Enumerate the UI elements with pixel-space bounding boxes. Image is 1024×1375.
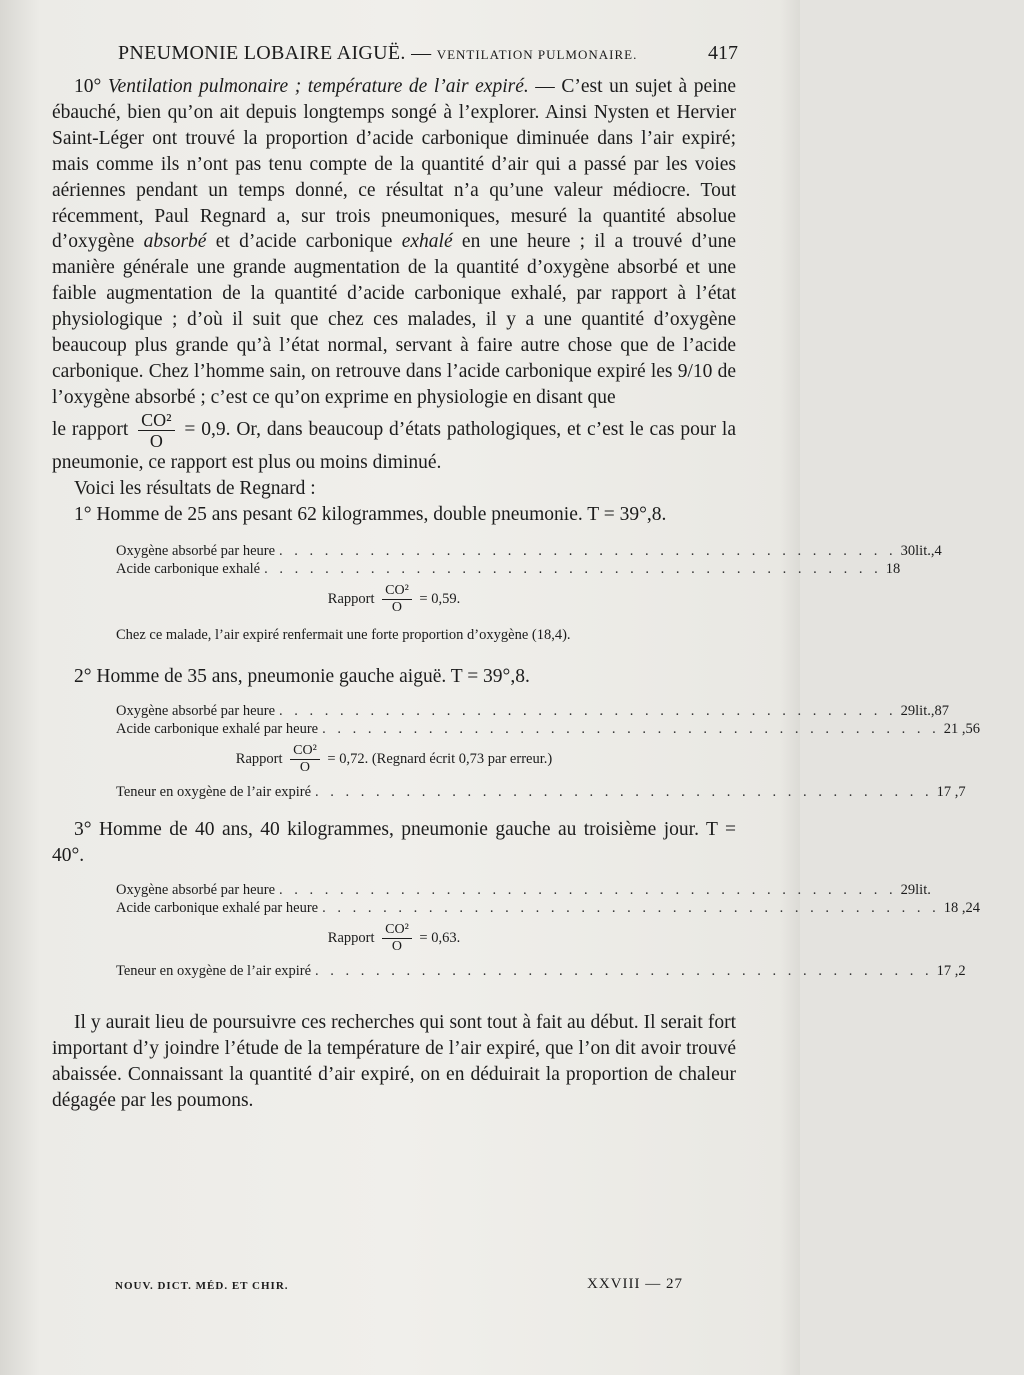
ratio-label: Rapport bbox=[327, 929, 375, 946]
running-title-text: PNEUMONIE LOBAIRE AIGUË. bbox=[118, 42, 406, 64]
row-value: 21 ,56 bbox=[943, 721, 980, 738]
results-intro: Voici les résultats de Regnard : bbox=[74, 477, 316, 499]
header-separator: — bbox=[411, 42, 432, 64]
ratio-suffix: = 0,9. Or, dans beaucoup d’états pathologiques, et c’est le cas pour la pneumonie, ce rapport est plus ou moins diminué. bbox=[52, 418, 736, 473]
row-label: Acide carbonique exhalé par heure bbox=[116, 721, 319, 738]
footer-signature: XXVIII — 27 bbox=[587, 1276, 683, 1292]
section-title: VENTILATION PULMONAIRE. bbox=[436, 47, 638, 62]
running-title bbox=[118, 42, 637, 65]
row-label: Acide carbonique exhalé bbox=[116, 560, 261, 577]
table-row bbox=[116, 899, 980, 917]
row-label: Oxygène absorbé par heure bbox=[116, 882, 276, 899]
ratio-label: Rapport bbox=[327, 590, 375, 607]
leader-dots: . . . . . . . . . . . . . . . . . . . . . . . . . . . . . . . . . . . . . . . . . bbox=[279, 882, 897, 899]
leader-dots: . . . . . . . . . . . . . . . . . . . . . . . . . . . . . . . . . . . . . . . . . bbox=[315, 963, 933, 980]
section-10-paragraph bbox=[52, 74, 736, 411]
fraction-numerator: CO² bbox=[382, 584, 412, 600]
ratio-fraction bbox=[290, 744, 320, 775]
case-3-table bbox=[116, 881, 980, 917]
ratio-fraction bbox=[382, 584, 412, 615]
case-1-table bbox=[116, 542, 942, 578]
row-value: 30lit.,4 bbox=[900, 542, 942, 559]
section-heading: Ventilation pulmonaire ; température de l’air expiré. bbox=[107, 76, 529, 97]
fraction-denominator: O bbox=[391, 939, 403, 955]
paragraph-text-rest: en une heure ; il a trouvé d’une manière générale une grande augmentation de la quantité d’oxygène absorbé et une faible augmentation de la quantité d’acide carbonique exhalé, par rapport à l’état physiologique ; d’où il suit que chez ces malades, il y a une quantité d’oxygène beaucoup plus grande qu’à l’état normal, servant à faire autre chose que de l’acide carbonique. Chez l’homme sain, on retrouve dans l’acide carbonique expiré les 9/10 de l’oxygène absorbé ; c’est ce qu’on exprime en physiologie en disant que bbox=[52, 231, 736, 408]
leader-dots: . . . . . . . . . . . . . . . . . . . . . . . . . . . . . . . . . . . . . . . . . bbox=[322, 721, 940, 738]
row-value: 29lit. bbox=[900, 882, 931, 899]
leader-dots: . . . . . . . . . . . . . . . . . . . . . . . . . . . . . . . . . . . . . . . . . bbox=[279, 542, 897, 559]
fraction-numerator: CO² bbox=[138, 411, 174, 431]
table-row bbox=[116, 720, 980, 738]
case-1-note: Chez ce malade, l’air expiré renfermait une forte proportion d’oxygène (18,4). bbox=[116, 626, 571, 643]
ratio-paragraph bbox=[52, 411, 736, 476]
case-1-ratio bbox=[52, 584, 736, 615]
ratio-fraction bbox=[382, 923, 412, 954]
page-body bbox=[52, 74, 980, 1114]
row-label: Oxygène absorbé par heure bbox=[116, 703, 276, 720]
fraction-denominator: O bbox=[299, 760, 311, 776]
page-header bbox=[118, 40, 738, 66]
row-label: Acide carbonique exhalé par heure bbox=[116, 900, 319, 917]
row-value: 29lit.,87 bbox=[900, 703, 949, 720]
leader-dots: . . . . . . . . . . . . . . . . . . . . . . . . . . . . . . . . . . . . . . . . . bbox=[315, 784, 933, 801]
row-value: 18 bbox=[885, 560, 901, 577]
emphasis-absorbe: absorbé bbox=[143, 231, 207, 253]
section-number: 10° bbox=[74, 76, 102, 97]
emphasis-exhale: exhalé bbox=[401, 231, 453, 253]
ratio-prefix: le rapport bbox=[52, 418, 129, 440]
row-value: 17 ,7 bbox=[936, 784, 966, 801]
table-row bbox=[116, 702, 949, 720]
fraction-numerator: CO² bbox=[290, 744, 320, 760]
row-value: 17 ,2 bbox=[936, 963, 966, 980]
page-footer bbox=[115, 1276, 683, 1298]
fraction-denominator: O bbox=[149, 430, 163, 451]
case-2-table bbox=[116, 702, 980, 738]
ratio-label: Rapport bbox=[235, 751, 283, 768]
case-3-ratio bbox=[52, 923, 736, 954]
conclusion-paragraph: Il y aurait lieu de poursuivre ces recherches qui sont tout à fait au début. Il serait fort important d’y joindre l’étude de la température de l’air expiré, que l’on dit avoir trouvé abaissée. Connaissant la quantité d’air expiré, on en déduirait la proportion de chaleur dégagée par les poumons. bbox=[52, 1012, 736, 1111]
paragraph-text: — C’est un sujet à peine ébauché, bien qu’on ait depuis longtemps songé à l’explorer. Ainsi Nysten et Hervier Saint-Léger ont trouvé la proportion d’acide carbonique diminuée dans l’air expiré; mais comme ils n’ont pas tenu compte de la quantité d’air qui a passé par les voies aériennes pendant un temps donné, ce résultat n’a qu’une valeur médiocre. Tout récemment, Paul Regnard a, sur trois pneumoniques, mesuré la quantité absolue d’oxygène bbox=[52, 76, 737, 253]
row-label: Oxygène absorbé par heure bbox=[116, 542, 276, 559]
row-label: Teneur en oxygène de l’air expiré bbox=[116, 784, 312, 801]
ratio-fraction bbox=[138, 411, 174, 450]
leader-dots: . . . . . . . . . . . . . . . . . . . . . . . . . . . . . . . . . . . . . . . . . bbox=[264, 560, 882, 577]
table-row bbox=[116, 542, 942, 560]
case-1-heading: 1° Homme de 25 ans pesant 62 kilogrammes, double pneumonie. T = 39°,8. bbox=[74, 503, 667, 525]
ratio-value: = 0,63. bbox=[419, 929, 461, 946]
fraction-numerator: CO² bbox=[382, 923, 412, 939]
page-number: 417 bbox=[708, 42, 738, 64]
case-2-heading: 2° Homme de 35 ans, pneumonie gauche aiguë. T = 39°,8. bbox=[74, 666, 530, 688]
case-3-heading: 3° Homme de 40 ans, 40 kilogrammes, pneumonie gauche au troisième jour. T = 40°. bbox=[52, 819, 736, 867]
row-value: 18 ,24 bbox=[943, 900, 980, 917]
case-3-teneur bbox=[116, 962, 966, 980]
leader-dots: . . . . . . . . . . . . . . . . . . . . . . . . . . . . . . . . . . . . . . . . . bbox=[279, 703, 897, 720]
row-label: Teneur en oxygène de l’air expiré bbox=[116, 963, 312, 980]
table-row bbox=[116, 962, 966, 980]
fraction-denominator: O bbox=[391, 599, 403, 615]
table-row bbox=[116, 783, 966, 801]
table-row bbox=[116, 881, 931, 899]
ratio-value: = 0,59. bbox=[419, 590, 461, 607]
leader-dots: . . . . . . . . . . . . . . . . . . . . . . . . . . . . . . . . . . . . . . . . . bbox=[322, 900, 940, 917]
table-row bbox=[116, 560, 901, 578]
case-2-ratio bbox=[52, 744, 736, 775]
paragraph-text-mid: et d’acide carbonique bbox=[206, 231, 402, 253]
case-2-teneur bbox=[116, 783, 966, 801]
footer-publication: NOUV. DICT. MÉD. ET CHIR. bbox=[115, 1280, 289, 1292]
ratio-value: = 0,72. (Regnard écrit 0,73 par erreur.) bbox=[327, 751, 553, 768]
